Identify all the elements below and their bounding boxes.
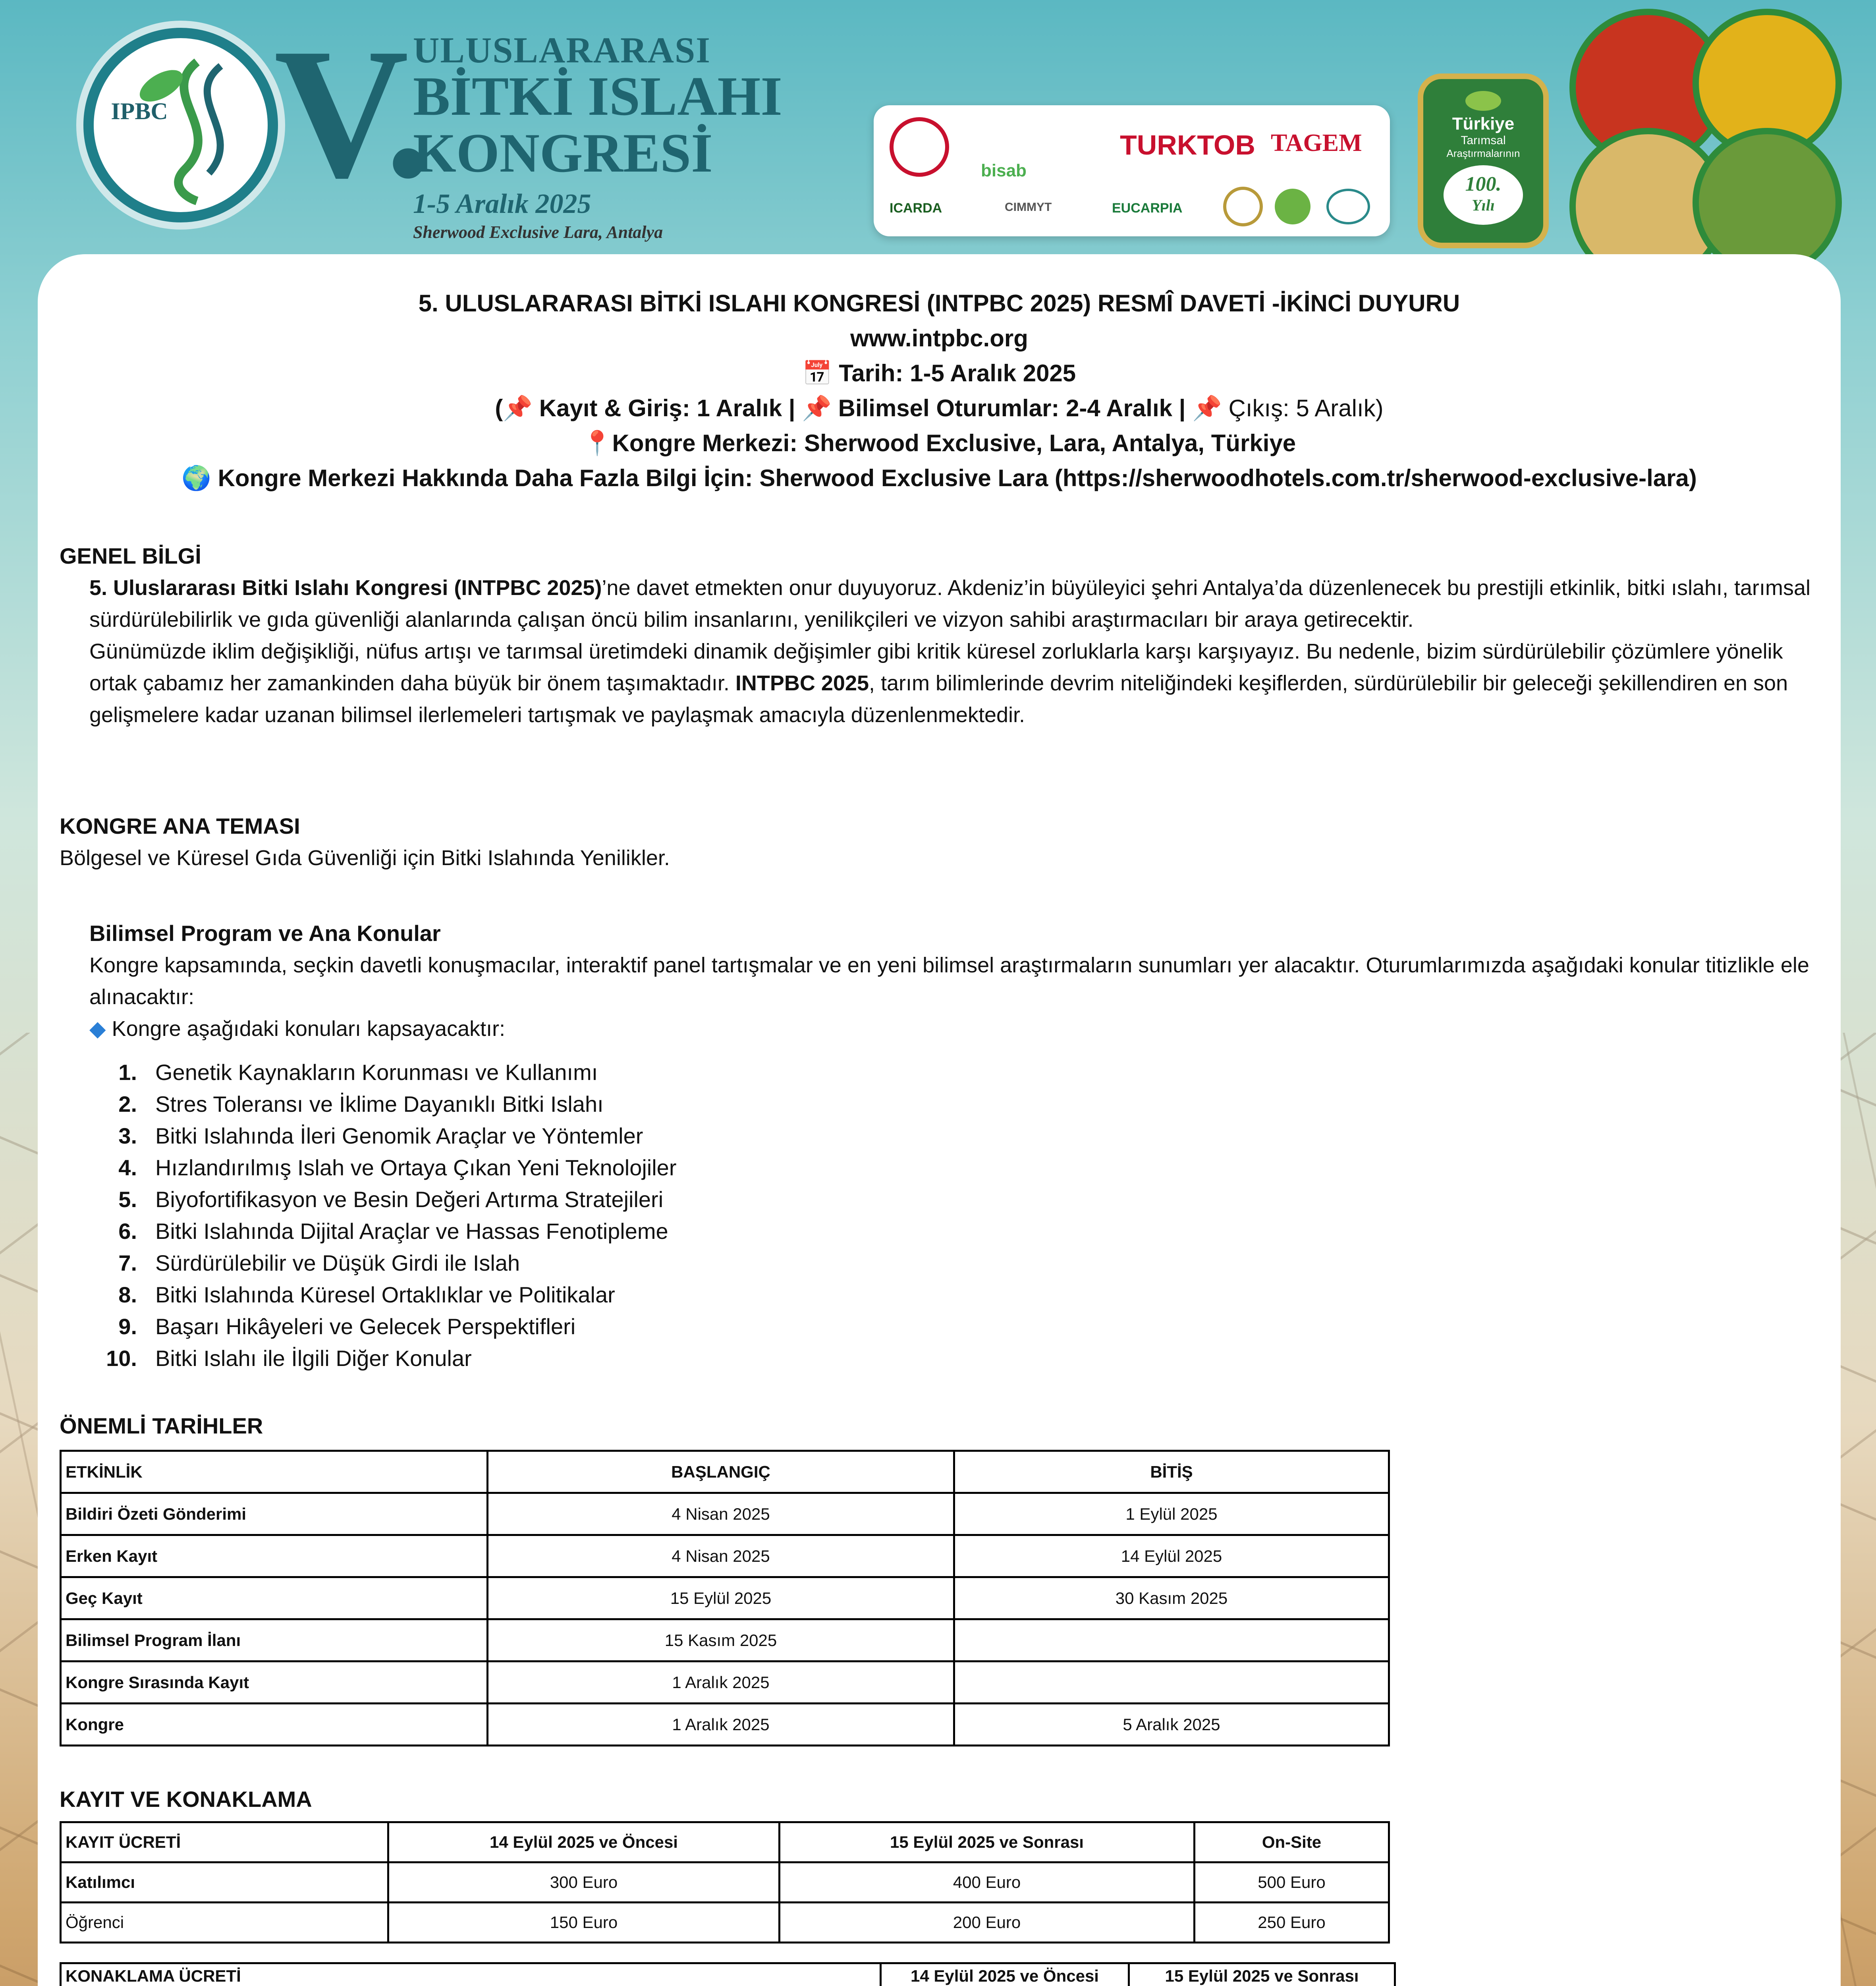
circle-logo — [1326, 189, 1370, 224]
topic-number: 3. — [118, 1123, 137, 1148]
general-info-paragraph-2 — [89, 636, 1817, 731]
event-cell: Kongre Sırasında Kayıt — [61, 1661, 488, 1704]
price-cell: 250 Euro — [1195, 1903, 1389, 1943]
col-onsite: On-Site — [1195, 1822, 1389, 1862]
topic-number: 8. — [118, 1282, 137, 1307]
dates-section — [60, 1410, 1807, 1442]
col-event: ETKİNLİK — [61, 1451, 488, 1493]
date-text: Tarih: 1-5 Aralık 2025 — [839, 360, 1076, 386]
pushpin-icon: 📌 — [1192, 395, 1222, 421]
list-item — [89, 1311, 676, 1343]
congress-name: 5. Uluslararası Bitki Islahı Kongresi (INTPBC 2025) — [89, 576, 602, 600]
program-text: Kongre kapsamında, seçkin davetli konuşmacılar, interaktif panel tartışmalar ve en yeni bilimsel araştırmaların sunumları yer alacaktır. Oturumlarımızda aşağıdaki konular titizlikle ele alınacaktır: — [89, 953, 1809, 1009]
event-cell: Kongre — [61, 1704, 488, 1746]
badge-line-5: Yılı — [1472, 196, 1495, 214]
fee-type-cell: Katılımcı — [61, 1862, 388, 1903]
website-line[interactable]: www.intpbc.org — [850, 325, 1028, 352]
list-item — [89, 1088, 676, 1120]
col-end: BİTİŞ — [954, 1451, 1389, 1493]
sponsor-bisab: bisab — [981, 161, 1027, 180]
topic-text: Başarı Hikâyeleri ve Gelecek Perspektifleri — [155, 1314, 576, 1339]
col-early: 14 Eylül 2025 ve Öncesi — [881, 1963, 1129, 1986]
topic-number: 4. — [118, 1155, 137, 1180]
announcement-header — [38, 286, 1841, 496]
pushpin-icon: 📌 — [503, 395, 533, 421]
paragraph-2-text-b: , tarım bilimlerinde devrim niteliğindeki keşiflerden, sürdürülebilir bir geleceği şekillendiren en son gelişmelere kadar uzanan bilimsel ilerlemeleri tartışmak ve paylaşmak amacıyla düzenlenmektedir. — [89, 671, 1788, 727]
center-text: Kongre Merkezi: Sherwood Exclusive, Lara, Antalya, Türkiye — [612, 430, 1296, 456]
sponsor-eucarpia: EUCARPIA — [1112, 201, 1183, 216]
schedule-line — [38, 391, 1841, 426]
schedule-open: ( — [495, 395, 503, 421]
price-cell: 400 Euro — [780, 1862, 1195, 1903]
col-late: 15 Eylül 2025 ve Sonrası — [780, 1822, 1195, 1862]
paragraph-1-text: ’ne davet etmekten onur duyuyoruz. Akdeniz’in büyüleyici şehri Antalya’da düzenlenecek bu prestijli etkinlik, bitki ıslahı, tarımsal sürdürülebilirlik ve gıda güvenliği alanlarında çalışan öncü bilim insanlarını, yenilikçileri ve vizyon sahibi araştırmacıları bir araya getirecektir. — [89, 576, 1811, 632]
start-cell: 4 Nisan 2025 — [488, 1493, 954, 1535]
seal-logo — [1223, 187, 1263, 226]
topic-number: 10. — [106, 1346, 137, 1371]
event-cell: Bildiri Özeti Gönderimi — [61, 1493, 488, 1535]
topic-text: Bitki Islahında Dijital Araçlar ve Hassas Fenotipleme — [155, 1219, 668, 1244]
general-info-body — [89, 572, 1817, 731]
table-header-row — [61, 1822, 1389, 1862]
topic-number: 5. — [118, 1187, 137, 1212]
topic-number: 2. — [118, 1092, 137, 1117]
topic-text: Stres Toleransı ve İklime Dayanıklı Bitki Islahı — [155, 1092, 604, 1117]
table-row — [61, 1661, 1389, 1704]
ministry-logo — [890, 117, 949, 177]
theme-heading: KONGRE ANA TEMASI — [60, 813, 300, 838]
badge-line-4: 100. — [1465, 173, 1502, 195]
list-item — [89, 1247, 676, 1279]
topic-text: Bitki Islahında İleri Genomik Araçlar ve Yöntemler — [155, 1123, 643, 1148]
theme-section — [60, 810, 1807, 874]
topic-text: Bitki Islahında Küresel Ortaklıklar ve Politikalar — [155, 1282, 615, 1307]
paragraph-2-bold: INTPBC 2025 — [735, 671, 869, 695]
start-cell: 1 Aralık 2025 — [488, 1661, 954, 1704]
col-fee: KAYIT ÜCRETİ — [61, 1822, 388, 1862]
event-cell: Bilimsel Program İlanı — [61, 1619, 488, 1661]
registration-heading: KAYIT VE KONAKLAMA — [60, 1787, 312, 1812]
location-pin-icon: 📍 — [582, 430, 612, 456]
badge-oval — [1444, 165, 1523, 225]
date-line — [38, 356, 1841, 391]
registration-table — [60, 1821, 1390, 1943]
title-line-3: KONGRESİ — [413, 122, 713, 184]
topic-text: Bitki Islahı ile İlgili Diğer Konular — [155, 1346, 472, 1371]
end-cell: 30 Kasım 2025 — [954, 1577, 1389, 1619]
col-late: 15 Eylül 2025 ve Sonrası — [1129, 1963, 1395, 1986]
col-start: BAŞLANGIÇ — [488, 1451, 954, 1493]
price-cell: 150 Euro — [388, 1903, 780, 1943]
schedule-checkin: Kayıt & Giriş: 1 Aralık | — [539, 395, 795, 421]
more-info-line — [38, 461, 1841, 496]
price-cell: 500 Euro — [1195, 1862, 1389, 1903]
program-heading: Bilimsel Program ve Ana Konular — [89, 921, 441, 946]
list-item — [89, 1184, 676, 1215]
sponsor-cimmyt: CIMMYT — [1005, 201, 1052, 214]
dates-heading: ÖNEMLİ TARİHLER — [60, 1413, 263, 1438]
general-info-paragraph-1 — [89, 572, 1817, 636]
start-cell: 4 Nisan 2025 — [488, 1535, 954, 1577]
dna-leaf-icon — [94, 38, 268, 212]
program-bullet — [89, 1013, 1817, 1045]
end-cell: 5 Aralık 2025 — [954, 1704, 1389, 1746]
header-venue: Sherwood Exclusive Lara, Antalya — [413, 222, 663, 242]
price-cell: 200 Euro — [780, 1903, 1195, 1943]
price-cell: 300 Euro — [388, 1862, 780, 1903]
end-cell: 1 Eylül 2025 — [954, 1493, 1389, 1535]
table-row — [61, 1903, 1389, 1943]
more-info-text[interactable]: Kongre Merkezi Hakkında Daha Fazla Bilgi İçin: Sherwood Exclusive Lara (https://sherwoodhotels.com.tr/sherwood-exclusive-lara) — [218, 465, 1697, 491]
edition-number: V. — [274, 10, 432, 216]
ipbc-logo-text: IPBC — [111, 98, 168, 124]
badge-line-3: Araştırmalarının — [1446, 147, 1520, 159]
table-row — [61, 1577, 1389, 1619]
col-accommodation: KONAKLAMA ÜCRETİ — [61, 1963, 881, 1986]
list-item — [89, 1152, 676, 1184]
paragraph-2-text-a: Günümüzde iklim değişikliği, nüfus artışı ve tarımsal üretimdeki dinamik değişimler gibi kritik küresel zorluklarla karşı karşıyayız. Bu nedenle, bizim sürdürülebilir çözümlere yönelik ortak çabamız her zamankinden daha büyük bir önem taşımaktadır. — [89, 639, 1783, 695]
topics-list — [89, 1057, 676, 1374]
sponsor-tagem: TAGEM — [1271, 129, 1362, 156]
announcement-title: 5. ULUSLARARASI BİTKİ ISLAHI KONGRESİ (INTPBC 2025) RESMÎ DAVETİ -İKİNCİ DUYURU — [418, 290, 1460, 317]
table-row — [61, 1535, 1389, 1577]
topic-text: Biyofortifikasyon ve Besin Değeri Artırma Stratejileri — [155, 1187, 664, 1212]
table-row — [61, 1619, 1389, 1661]
col-early: 14 Eylül 2025 ve Öncesi — [388, 1822, 780, 1862]
topic-number: 7. — [118, 1250, 137, 1275]
schedule-checkout: Çıkış: 5 Aralık) — [1228, 395, 1384, 421]
start-cell: 15 Kasım 2025 — [488, 1619, 954, 1661]
centennial-badge — [1418, 73, 1549, 248]
event-cell: Erken Kayıt — [61, 1535, 488, 1577]
list-item — [89, 1343, 676, 1374]
table-header-row — [61, 1451, 1389, 1493]
badge-leaf-icon — [1465, 91, 1501, 111]
table-header-row — [61, 1963, 1395, 1986]
header-dates: 1-5 Aralık 2025 — [413, 188, 591, 219]
accommodation-table — [60, 1962, 1396, 1986]
table-row — [61, 1493, 1389, 1535]
pushpin-icon: 📌 — [802, 395, 832, 421]
topic-text: Hızlandırılmış Islah ve Ortaya Çıkan Yeni Teknolojiler — [155, 1155, 677, 1180]
table-row — [61, 1704, 1389, 1746]
title-line-2: BİTKİ ISLAHI — [413, 66, 782, 127]
title-line-1: ULUSLARARASI — [413, 30, 711, 70]
topic-number: 1. — [118, 1060, 137, 1085]
general-info-heading: GENEL BİLGİ — [60, 543, 201, 568]
list-item — [89, 1057, 676, 1088]
dates-table — [60, 1450, 1390, 1746]
list-item — [89, 1279, 676, 1311]
header — [0, 0, 1876, 278]
sponsor-icarda: ICARDA — [890, 201, 942, 216]
end-cell: 14 Eylül 2025 — [954, 1535, 1389, 1577]
topic-text: Sürdürülebilir ve Düşük Girdi ile Islah — [155, 1250, 520, 1275]
start-cell: 15 Eylül 2025 — [488, 1577, 954, 1619]
fee-type-cell: Öğrenci — [61, 1903, 388, 1943]
diamond-bullet-icon: ◆ — [89, 1017, 106, 1041]
end-cell — [954, 1619, 1389, 1661]
badge-line-1: Türkiye — [1452, 114, 1515, 133]
ipbc-logo — [83, 28, 278, 222]
theme-text: Bölgesel ve Küresel Gıda Güvenliği için Bitki Islahında Yenilikler. — [60, 846, 670, 870]
badge-line-2: Tarımsal — [1461, 134, 1506, 147]
calendar-icon: 📅 — [802, 360, 832, 386]
list-item — [89, 1120, 676, 1152]
topic-text: Genetik Kaynakların Korunması ve Kullanımı — [155, 1060, 598, 1085]
list-item — [89, 1215, 676, 1247]
schedule-sessions: Bilimsel Oturumlar: 2-4 Aralık | — [838, 395, 1186, 421]
program-section — [89, 918, 1817, 1045]
globe-icon: 🌍 — [181, 465, 211, 491]
sponsor-turktob: TURKTOB — [1120, 129, 1255, 160]
end-cell — [954, 1661, 1389, 1704]
start-cell: 1 Aralık 2025 — [488, 1704, 954, 1746]
center-line — [38, 426, 1841, 461]
table-row — [61, 1862, 1389, 1903]
topic-number: 9. — [118, 1314, 137, 1339]
registration-section — [60, 1783, 1807, 1815]
program-bullet-text: Kongre aşağıdaki konuları kapsayacaktır: — [112, 1017, 506, 1041]
green-logo — [1275, 189, 1310, 224]
topic-number: 6. — [118, 1219, 137, 1244]
sponsor-logos — [874, 105, 1390, 236]
congress-title — [413, 32, 782, 242]
event-cell: Geç Kayıt — [61, 1577, 488, 1619]
general-info-section — [60, 540, 1807, 572]
